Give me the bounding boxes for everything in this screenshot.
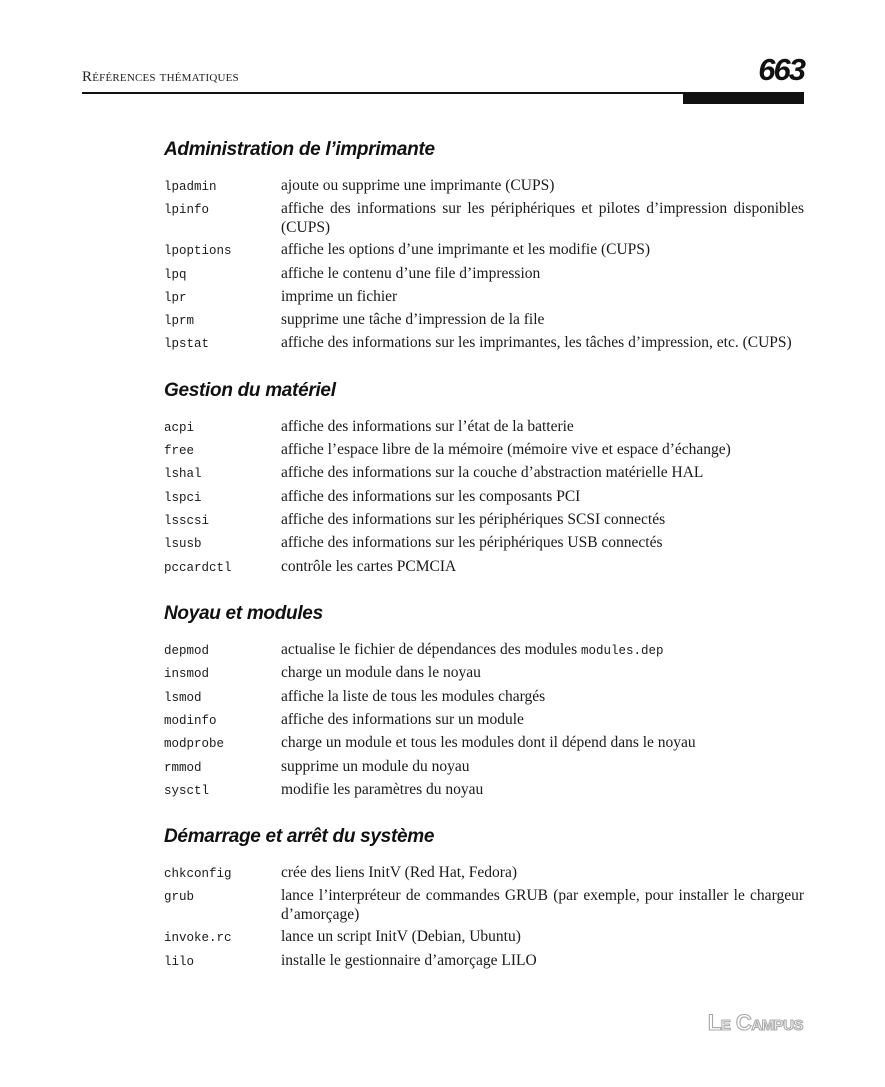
command-description: affiche l’espace libre de la mémoire (mémoire vive et espace d’échange) bbox=[281, 441, 731, 459]
command-name: lsusb bbox=[164, 537, 202, 552]
command-name: lpstat bbox=[164, 337, 210, 352]
command-name: free bbox=[164, 444, 195, 459]
section-title: Démarrage et arrêt du système bbox=[164, 826, 435, 848]
command-description: lance l’interpréteur de commandes GRUB (par exemple, pour installer le chargeur d’amorçage) bbox=[281, 887, 804, 923]
command-description: charge un module et tous les modules dont il dépend dans le noyau bbox=[281, 734, 696, 752]
command-description: affiche des informations sur la couche d’abstraction matérielle HAL bbox=[281, 464, 704, 482]
command-name: lilo bbox=[164, 954, 195, 969]
command-description: affiche des informations sur les imprimantes, les tâches d’impression, etc. (CUPS) bbox=[281, 334, 792, 352]
command-name: grub bbox=[164, 890, 195, 905]
command-name: lspci bbox=[164, 490, 202, 505]
command-description: supprime une tâche d’impression de la file bbox=[281, 311, 545, 329]
command-entry bbox=[164, 926, 804, 949]
command-name: lsmod bbox=[164, 690, 202, 705]
command-description: modifie les paramètres du noyau bbox=[281, 780, 484, 798]
command-description: affiche des informations sur les périphériques SCSI connectés bbox=[281, 510, 666, 528]
command-entry bbox=[164, 779, 804, 802]
command-name: lpr bbox=[164, 290, 187, 305]
running-title: Références thématiques bbox=[82, 69, 239, 85]
command-entry bbox=[164, 239, 804, 262]
command-description: affiche des informations sur l’état de la batterie bbox=[281, 417, 574, 435]
command-name: lsscsi bbox=[164, 513, 210, 528]
command-entry bbox=[164, 532, 804, 555]
command-description: affiche le contenu d’une file d’impression bbox=[281, 264, 541, 282]
command-name: pccardctl bbox=[164, 560, 232, 575]
command-name: depmod bbox=[164, 643, 210, 658]
command-entry bbox=[164, 709, 804, 732]
command-name: modinfo bbox=[164, 713, 217, 728]
command-entry bbox=[164, 263, 804, 286]
command-description: ajoute ou supprime une imprimante (CUPS) bbox=[281, 177, 555, 194]
command-name: invoke.rc bbox=[164, 931, 232, 946]
command-description: crée des liens InitV (Red Hat, Fedora) bbox=[281, 864, 518, 882]
command-name: acpi bbox=[164, 420, 195, 435]
inline-code: modules.dep bbox=[580, 643, 664, 658]
command-entry bbox=[164, 950, 804, 973]
header-rule-block bbox=[683, 93, 804, 104]
command-name: lpq bbox=[164, 267, 187, 282]
command-description: imprime un fichier bbox=[281, 287, 398, 305]
page-header bbox=[82, 52, 804, 104]
command-description-text: actualise le fichier de dépendances des modules bbox=[281, 640, 578, 658]
command-description: supprime un module du noyau bbox=[281, 757, 470, 775]
command-entry bbox=[164, 509, 804, 532]
command-entry bbox=[164, 732, 804, 755]
command-description: affiche des informations sur les périphériques et pilotes d’impression disponibles (CUPS) bbox=[281, 200, 804, 236]
command-description: affiche des informations sur les périphériques USB connectés bbox=[281, 534, 663, 552]
command-entry bbox=[164, 175, 804, 198]
command-entry bbox=[164, 286, 804, 309]
command-name: lpoptions bbox=[164, 244, 232, 259]
command-description: affiche des informations sur les composants PCI bbox=[281, 487, 581, 505]
section-gestion-materiel bbox=[164, 378, 804, 579]
command-description: lance un script InitV (Debian, Ubuntu) bbox=[281, 928, 521, 946]
command-description bbox=[281, 639, 804, 663]
page-content bbox=[164, 137, 804, 995]
command-entry bbox=[164, 556, 804, 579]
command-entry bbox=[164, 198, 804, 239]
command-name: lpinfo bbox=[164, 203, 210, 218]
command-name: chkconfig bbox=[164, 867, 232, 882]
command-entry bbox=[164, 862, 804, 885]
command-entry bbox=[164, 486, 804, 509]
command-name: lprm bbox=[164, 314, 195, 329]
command-entry bbox=[164, 885, 804, 926]
section-title: Gestion du matériel bbox=[164, 379, 336, 401]
publisher-logo: Le Campus bbox=[707, 1010, 803, 1035]
command-entry bbox=[164, 686, 804, 709]
command-description: installe le gestionnaire d’amorçage LILO bbox=[281, 951, 537, 969]
section-demarrage-arret bbox=[164, 824, 804, 973]
command-description: affiche les options d’une imprimante et les modifie (CUPS) bbox=[281, 241, 651, 259]
section-noyau-modules bbox=[164, 601, 804, 802]
command-name: rmmod bbox=[164, 760, 202, 775]
command-entry bbox=[164, 662, 804, 685]
command-description: contrôle les cartes PCMCIA bbox=[281, 557, 457, 575]
section-administration-imprimante bbox=[164, 137, 804, 356]
command-entry bbox=[164, 639, 804, 663]
command-description: affiche des informations sur un module bbox=[281, 710, 524, 728]
command-name: lpadmin bbox=[164, 180, 217, 194]
command-name: modprobe bbox=[164, 737, 225, 752]
command-name: lshal bbox=[164, 467, 202, 482]
command-entry bbox=[164, 416, 804, 439]
command-entry bbox=[164, 462, 804, 485]
command-entry bbox=[164, 439, 804, 462]
command-description: charge un module dans le noyau bbox=[281, 664, 481, 682]
command-name: insmod bbox=[164, 667, 210, 682]
section-title: Noyau et modules bbox=[164, 602, 323, 624]
command-description: affiche la liste de tous les modules chargés bbox=[281, 687, 546, 705]
command-entry bbox=[164, 756, 804, 779]
section-title: Administration de l’imprimante bbox=[164, 139, 435, 160]
command-entry bbox=[164, 332, 804, 355]
page-number: 663 bbox=[758, 52, 804, 87]
command-entry bbox=[164, 309, 804, 332]
command-name: sysctl bbox=[164, 783, 210, 798]
